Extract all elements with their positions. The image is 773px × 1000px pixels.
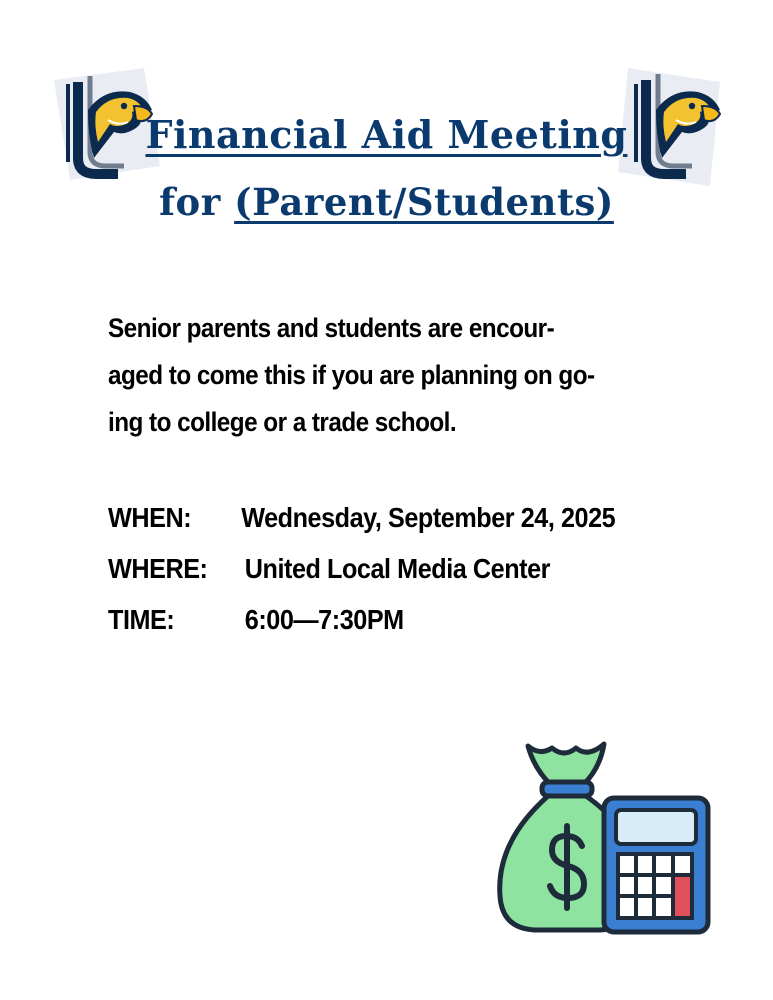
money-bag-icon xyxy=(496,738,716,938)
when-value: Wednesday, September 24, 2025 xyxy=(241,502,616,533)
time-value: 6:00—7:30PM xyxy=(244,604,404,635)
when-label: WHEN: xyxy=(108,502,192,533)
detail-when xyxy=(108,502,616,534)
title-line-2-prefix: for xyxy=(159,180,221,224)
paragraph-line: aged to come this if you are planning on go- xyxy=(108,360,595,390)
title-line-1: Financial Aid Meeting xyxy=(145,112,628,157)
flyer-title xyxy=(0,112,773,157)
paragraph-line: ing to college or a trade school. xyxy=(108,407,457,437)
where-label: WHERE: xyxy=(108,553,208,584)
where-value: United Local Media Center xyxy=(244,553,551,584)
time-label: TIME: xyxy=(108,604,175,635)
paragraph-line: Senior parents and students are encour- xyxy=(108,313,555,343)
calculator-icon xyxy=(604,798,708,932)
detail-where xyxy=(108,553,551,585)
detail-time xyxy=(108,604,404,636)
invitation-paragraph xyxy=(108,305,612,446)
flyer-subtitle xyxy=(0,180,773,224)
title-line-2-audience: (Parent/Students) xyxy=(234,180,614,224)
